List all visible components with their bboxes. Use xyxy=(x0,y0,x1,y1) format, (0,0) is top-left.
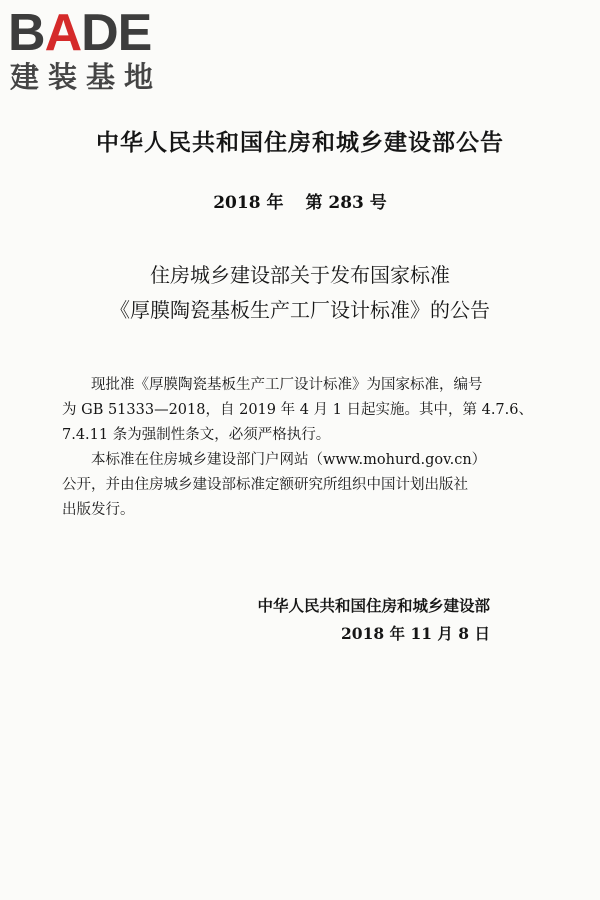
announcement-title: 中华人民共和国住房和城乡建设部公告 xyxy=(96,130,504,156)
announcement-body xyxy=(62,373,546,523)
body-paragraph-2 xyxy=(62,448,546,523)
logo-letters-start: B xyxy=(8,4,45,62)
bade-logo xyxy=(8,4,178,94)
signature-date: 2018 年 11 月 8 日 xyxy=(341,624,490,643)
signature-block xyxy=(257,592,490,648)
body-line: 公开，并由住房城乡建设部标准定额研究所组织中国计划出版社 xyxy=(62,477,468,493)
logo-chinese-name: 建装基地 xyxy=(10,60,163,94)
announcement-year: 2018 年 xyxy=(213,193,284,213)
body-line: 本标准在住房城乡建设部门户网站（www.mohurd.gov.cn） xyxy=(91,452,487,468)
body-line: 为 GB 51333—2018，自 2019 年 4 月 1 日起实施。其中，第 4.7.6、 xyxy=(62,402,533,418)
signature-issuer: 中华人民共和国住房和城乡建设部 xyxy=(257,597,490,615)
body-line: 7.4.11 条为强制性条文，必须严格执行。 xyxy=(62,427,331,443)
logo-letters-end: DE xyxy=(81,4,152,62)
announcement-subject xyxy=(0,258,600,328)
subject-line-2: 《厚膜陶瓷基板生产工厂设计标准》的公告 xyxy=(110,298,490,322)
logo-letter-accent: A xyxy=(44,4,82,62)
announcement-issue xyxy=(0,188,600,213)
body-paragraph-1 xyxy=(62,373,546,448)
body-line: 现批准《厚膜陶瓷基板生产工厂设计标准》为国家标准，编号 xyxy=(91,377,483,393)
subject-line-1: 住房城乡建设部关于发布国家标准 xyxy=(150,263,450,287)
body-line: 出版发行。 xyxy=(62,502,135,518)
announcement-number: 第 283 号 xyxy=(305,193,387,213)
logo-wordmark xyxy=(8,4,151,62)
